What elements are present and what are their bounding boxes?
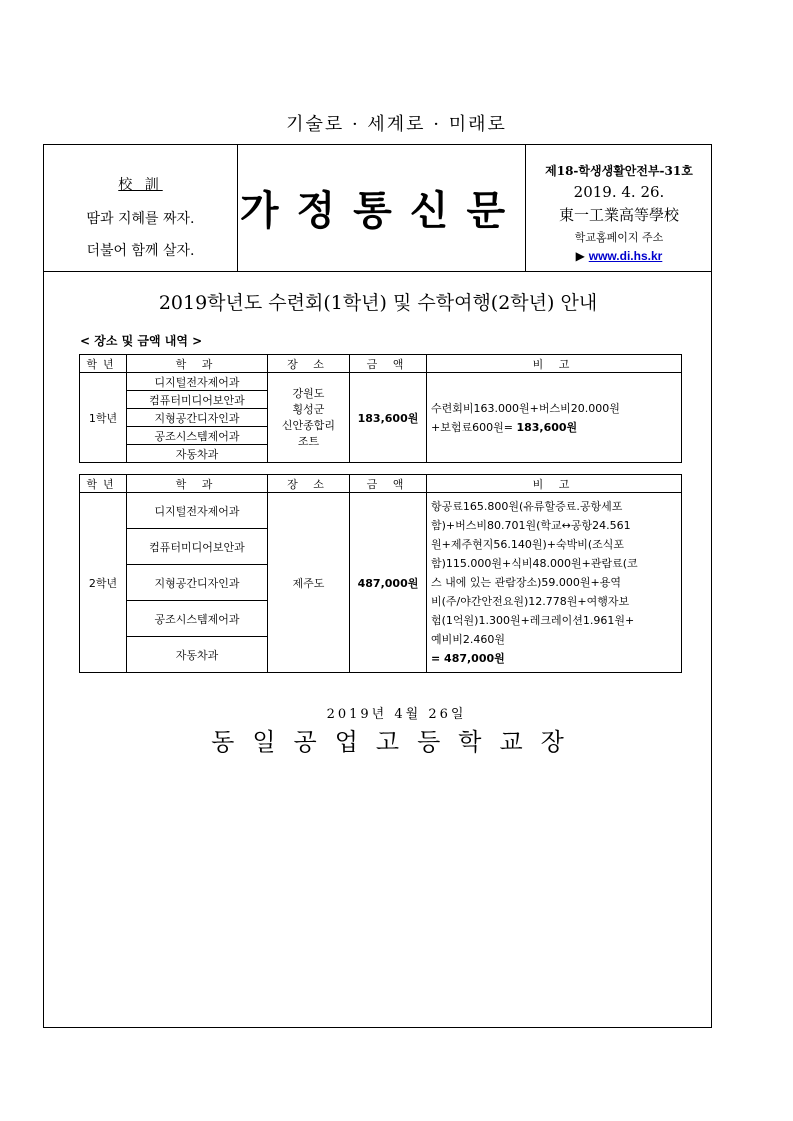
note-line: 스 내에 있는 관람장소)59.000원+용역 <box>431 576 621 589</box>
school-motto-label: 校 訓 <box>118 177 163 193</box>
arrow-right-icon: ▶ <box>575 249 585 263</box>
note-line: 원+제주현지56.140원)+숙박비(조식포 <box>431 538 625 551</box>
table-row <box>80 493 682 529</box>
note-line: 예비비2.460원 <box>431 633 505 646</box>
grade-cell: 2학년 <box>80 493 127 673</box>
department-cell: 디지털전자제어과 <box>127 373 268 391</box>
grade2-table <box>79 474 682 673</box>
header-note: 비 고 <box>427 475 682 493</box>
school-name: 東一工業高等學校 <box>558 206 679 224</box>
place-cell: 제주도 <box>268 493 350 673</box>
principal-signature: 동일공업고등학교장 <box>211 728 582 756</box>
header-note: 비 고 <box>427 355 682 373</box>
place-line: 조트 <box>297 434 320 448</box>
grade-cell: 1학년 <box>80 373 127 463</box>
place-cell <box>268 373 350 463</box>
department-cell: 공조시스템제어과 <box>127 601 268 637</box>
department-cell: 컴퓨터미디어보안과 <box>127 391 268 409</box>
note-cell <box>427 373 682 463</box>
newsletter-title: 가정통신문 <box>239 187 524 234</box>
amount-cell: 487,000원 <box>350 493 427 673</box>
amount-cell: 183,600원 <box>350 373 427 463</box>
place-line: 강원도 <box>292 386 325 400</box>
header-place: 장 소 <box>268 355 350 373</box>
header-grade: 학년 <box>80 355 127 373</box>
table-header-row <box>80 475 682 493</box>
department-cell: 컴퓨터미디어보안과 <box>127 529 268 565</box>
school-motto-line-2: 더불어 함께 살자. <box>86 243 195 259</box>
note-sum: 183,600원 <box>516 420 578 434</box>
grade1-table <box>79 354 682 463</box>
note-line: 비(주/야간안전요원)12.778원+여행자보 <box>431 595 630 608</box>
note-line: 험(1억원)1.300원+레크레이션1.961원+ <box>431 614 635 627</box>
signature-date: 2019년 4월 26일 <box>326 707 467 722</box>
note-line: 함)+버스비80.701원(학교↔공항24.561 <box>431 519 631 532</box>
school-slogan: 기술로 · 세계로 · 미래로 <box>286 114 507 135</box>
note-line: 수련회비163.000원+버스비20.000원 <box>431 401 620 415</box>
department-cell: 공조시스템제어과 <box>127 427 268 445</box>
note-cell <box>427 493 682 673</box>
homepage-label: 학교홈페이지 주소 <box>574 231 664 244</box>
department-cell: 자동차과 <box>127 637 268 673</box>
issue-number: 제18-학생생활안전부-31호 <box>545 164 693 178</box>
section-title: < 장소 및 금액 내역 > <box>80 334 203 348</box>
place-line: 횡성군 <box>292 402 325 416</box>
headline: 2019학년도 수련회(1학년) 및 수학여행(2학년) 안내 <box>158 292 598 314</box>
homepage-link[interactable]: www.di.hs.kr <box>588 249 663 263</box>
note-line: +보험료600원= <box>431 420 513 434</box>
note-line: 함)115.000원+식비48.000원+관람료(코 <box>431 557 638 570</box>
department-cell: 지형공간디자인과 <box>127 409 268 427</box>
issue-info-box <box>526 144 712 271</box>
issue-date: 2019. 4. 26. <box>573 183 665 201</box>
note-line: 항공료165.800원(유류할증료.공항세포 <box>431 500 623 513</box>
school-motto-line-1: 땀과 지혜를 짜자. <box>86 211 195 227</box>
place-line: 신안종합리 <box>281 418 336 432</box>
header-amount: 금 액 <box>350 355 427 373</box>
header-divider <box>43 271 712 272</box>
table-header-row <box>80 355 682 373</box>
header-place: 장 소 <box>268 475 350 493</box>
header-amount: 금 액 <box>350 475 427 493</box>
header-department: 학 과 <box>127 475 268 493</box>
note-sum: = 487,000원 <box>431 652 505 665</box>
department-cell: 지형공간디자인과 <box>127 565 268 601</box>
department-cell: 디지털전자제어과 <box>127 493 268 529</box>
school-motto-box <box>44 144 237 271</box>
table-row <box>80 373 682 391</box>
header-grade: 학년 <box>80 475 127 493</box>
department-cell: 자동차과 <box>127 445 268 463</box>
header-department: 학 과 <box>127 355 268 373</box>
